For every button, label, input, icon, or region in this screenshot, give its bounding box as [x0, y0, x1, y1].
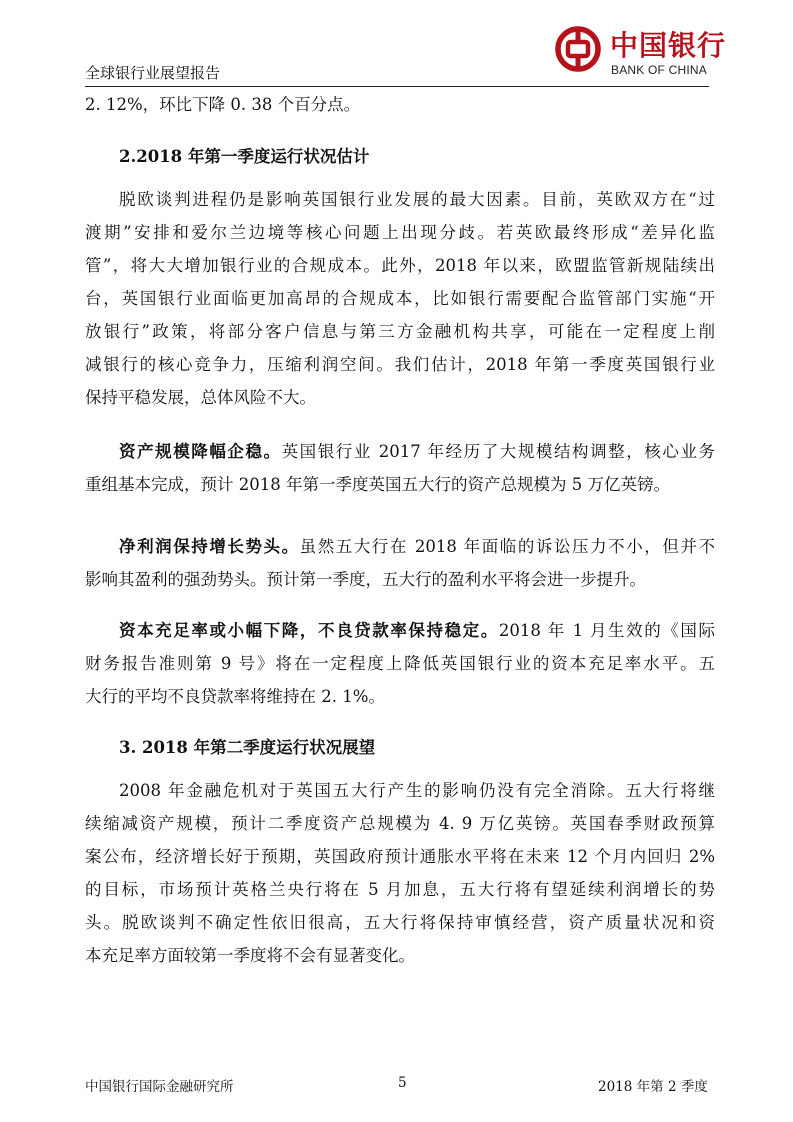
paragraph-line: 2008 年金融危机对于英国五大行产生的影响仍没有完全消除。五大行将继 [119, 781, 715, 800]
paragraph-line: 放银行”政策，将部分客户信息与第三方金融机构共享，可能在一定程度上削 [85, 322, 715, 341]
profit-paragraph [85, 530, 715, 596]
paragraph-line: 影响其盈利的强劲势头。预计第一季度，五大行的盈利水平将会进一步提升。 [85, 570, 646, 589]
paragraph-line: 本充足率方面较第一季度将不会有显著变化。 [85, 946, 415, 965]
capital-text: 2018 年 1 月生效的《国际 [498, 621, 715, 640]
footer-institute: 中国银行国际金融研究所 [85, 1079, 234, 1095]
bank-of-china-emblem-icon [554, 25, 602, 73]
paragraph-line [85, 435, 715, 468]
logo-chinese-name: 中国银行 [610, 29, 727, 62]
paragraph-line [85, 614, 715, 647]
paragraph-line: 财务报告准则第 9 号》将在一定程度上降低英国银行业的资本充足率水平。五 [85, 654, 715, 673]
assets-lead: 资产规模降幅企稳。 [119, 442, 282, 461]
section-2-paragraph [85, 183, 715, 414]
paragraph-line: 的目标，市场预计英格兰央行将在 5 月加息，五大行将有望延续利润增长的势 [85, 880, 715, 899]
paragraph-line: 续缩减资产规模，预计二季度资产总规模为 4. 9 万亿英镑。英国春季财政预算 [85, 814, 715, 833]
paragraph-line: 减银行的核心竞争力，压缩利润空间。我们估计，2018 年第一季度英国银行业 [85, 355, 715, 374]
paragraph-line: 台，英国银行业面临更加高昂的合规成本，比如银行需要配合监管部门实施“开 [85, 289, 715, 308]
bank-logo [554, 24, 727, 80]
paragraph-line: 案公布，经济增长好于预期，英国政府预计通胀水平将在未来 12 个月内回归 2% [85, 847, 715, 866]
header-divider [85, 86, 709, 87]
paragraph-line: 管”，将大大增加银行业的合规成本。此外，2018 年以来，欧盟监管新规陆续出 [85, 256, 715, 275]
paragraph-line: 大行的平均不良贷款率将维持在 2. 1%。 [85, 687, 385, 706]
section-3-paragraph [85, 774, 715, 972]
logo-english-name: BANK OF CHINA [611, 63, 707, 77]
paragraph-line: 头。脱欧谈判不确定性依旧很高，五大行将保持审慎经营，资产质量状况和资 [85, 913, 715, 932]
paragraph-line: 渡期”安排和爱尔兰边境等核心问题上出现分歧。若英欧最终形成“差异化监 [85, 223, 715, 242]
assets-paragraph [85, 435, 715, 501]
capital-paragraph [85, 614, 715, 713]
footer-page-number: 5 [398, 1075, 407, 1091]
profit-lead: 净利润保持增长势头。 [119, 537, 300, 556]
profit-text: 虽然五大行在 2018 年面临的诉讼压力不小，但并不 [299, 537, 716, 556]
footer-period: 2018 年第 2 季度 [598, 1079, 708, 1095]
capital-lead: 资本充足率或小幅下降，不良贷款率保持稳定。 [119, 621, 499, 640]
paragraph-line: 保持平稳发展，总体风险不大。 [85, 388, 316, 407]
section-2-heading: 2.2018 年第一季度运行状况估计 [119, 147, 370, 166]
assets-text: 英国银行业 2017 年经历了大规模结构调整，核心业务 [281, 442, 716, 461]
paragraph-line: 脱欧谈判进程仍是影响英国银行业发展的最大因素。目前，英欧双方在“过 [119, 190, 715, 209]
paragraph-line [85, 530, 715, 563]
section-3-heading: 3. 2018 年第二季度运行状况展望 [119, 738, 376, 757]
paragraph-line: 重组基本完成，预计 2018 年第一季度英国五大行的资产总规模为 5 万亿英镑。 [85, 475, 670, 494]
carry-over-line: 2. 12%，环比下降 0. 38 个百分点。 [85, 95, 361, 114]
header-title: 全球银行业展望报告 [85, 64, 221, 82]
